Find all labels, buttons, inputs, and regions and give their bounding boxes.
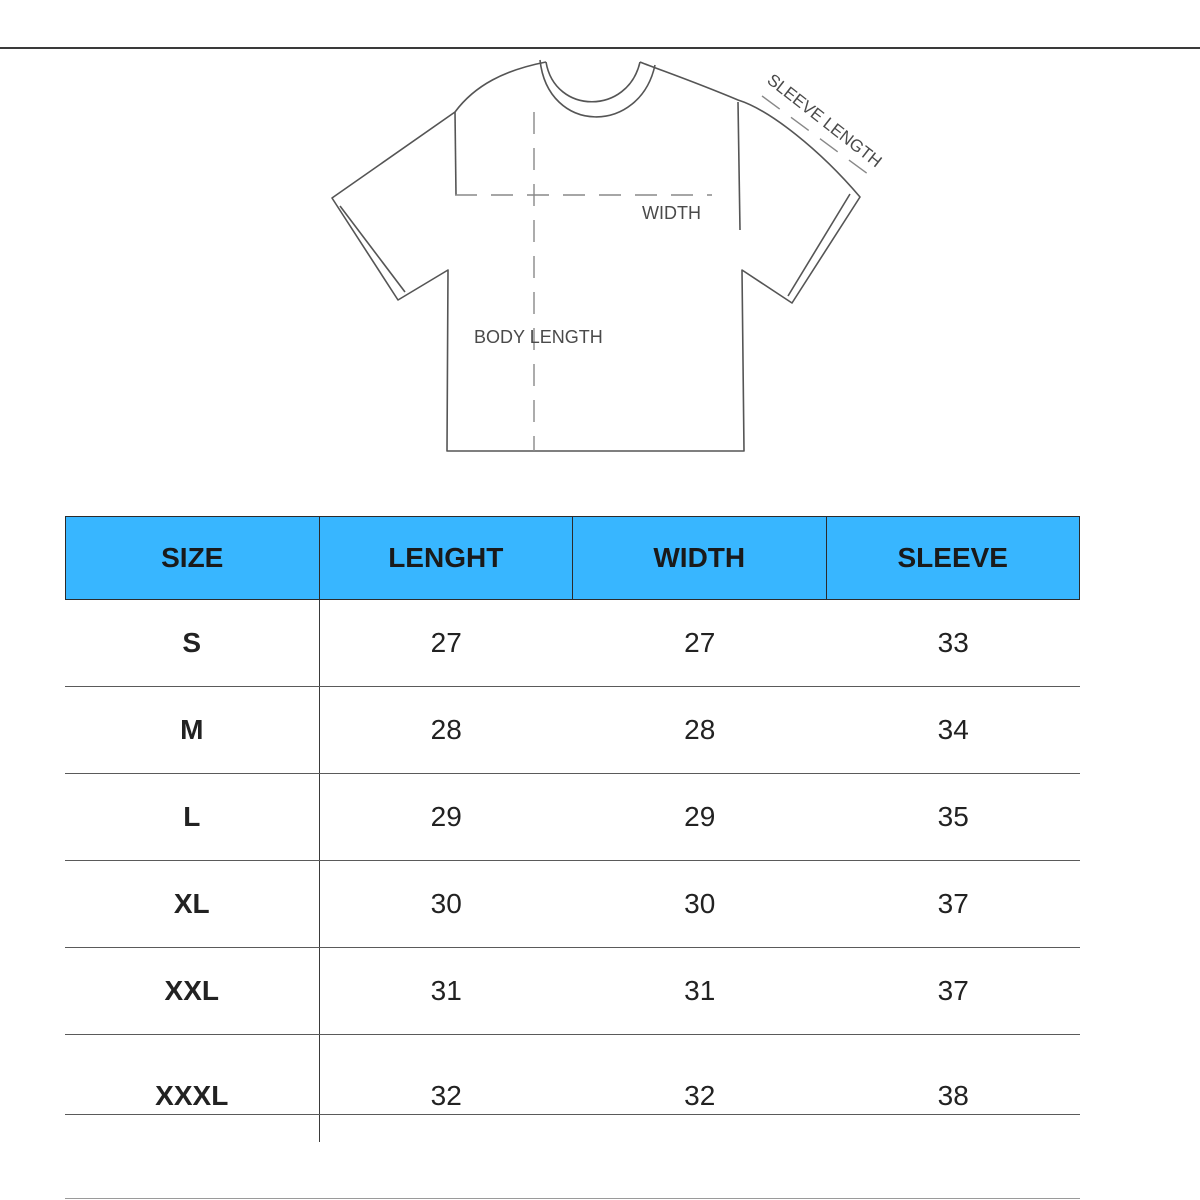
header-sleeve: SLEEVE: [897, 542, 1008, 573]
header-width: WIDTH: [573, 517, 827, 599]
width-cell: 32: [684, 1080, 716, 1111]
sleeve-cell: 37: [937, 975, 969, 1006]
length-cell: 30: [430, 888, 462, 919]
trailing-size-column: [65, 1115, 320, 1142]
length-cell: 31: [430, 975, 462, 1006]
length-cell: 29: [430, 801, 462, 832]
width-cell: 27: [684, 627, 716, 658]
bottom-divider: [65, 1198, 1080, 1199]
trailing-cell: [320, 1115, 574, 1142]
table-row: [65, 948, 1080, 1035]
length-cell: 27: [430, 627, 462, 658]
sleeve-cell: 38: [937, 1080, 969, 1111]
sleeve-length-label: SLEEVE LENGTH: [763, 70, 886, 172]
sleeve-cell: 33: [937, 627, 969, 658]
width-cell: 28: [684, 714, 716, 745]
width-cell: 29: [684, 801, 716, 832]
trailing-cell: [827, 1115, 1081, 1142]
tshirt-diagram: [0, 0, 1200, 480]
table-trailing-space: [65, 1115, 1080, 1142]
size-cell: S: [65, 600, 320, 686]
size-chart-table: [65, 516, 1080, 1142]
header-size: SIZE: [66, 517, 320, 599]
length-cell: 28: [430, 714, 462, 745]
size-cell: M: [65, 687, 320, 773]
header-length: LENGHT: [320, 517, 574, 599]
size-cell: XL: [65, 861, 320, 947]
trailing-cell: [573, 1115, 827, 1142]
size-cell: L: [65, 774, 320, 860]
size-cell: XXXL: [65, 1035, 320, 1114]
width-label: WIDTH: [642, 203, 701, 223]
table-row: [65, 774, 1080, 861]
width-cell: 30: [684, 888, 716, 919]
size-cell: XXL: [65, 948, 320, 1034]
sleeve-cell: 37: [937, 888, 969, 919]
sleeve-cell: 35: [937, 801, 969, 832]
table-row: [65, 600, 1080, 687]
table-row: [65, 687, 1080, 774]
length-cell: 32: [430, 1080, 462, 1111]
tshirt-outline: [332, 60, 860, 451]
width-cell: 31: [684, 975, 716, 1006]
sleeve-cell: 34: [937, 714, 969, 745]
table-header-row: [65, 516, 1080, 600]
body-length-label: BODY LENGTH: [474, 327, 603, 347]
table-row: [65, 861, 1080, 948]
table-row: [65, 1035, 1080, 1115]
